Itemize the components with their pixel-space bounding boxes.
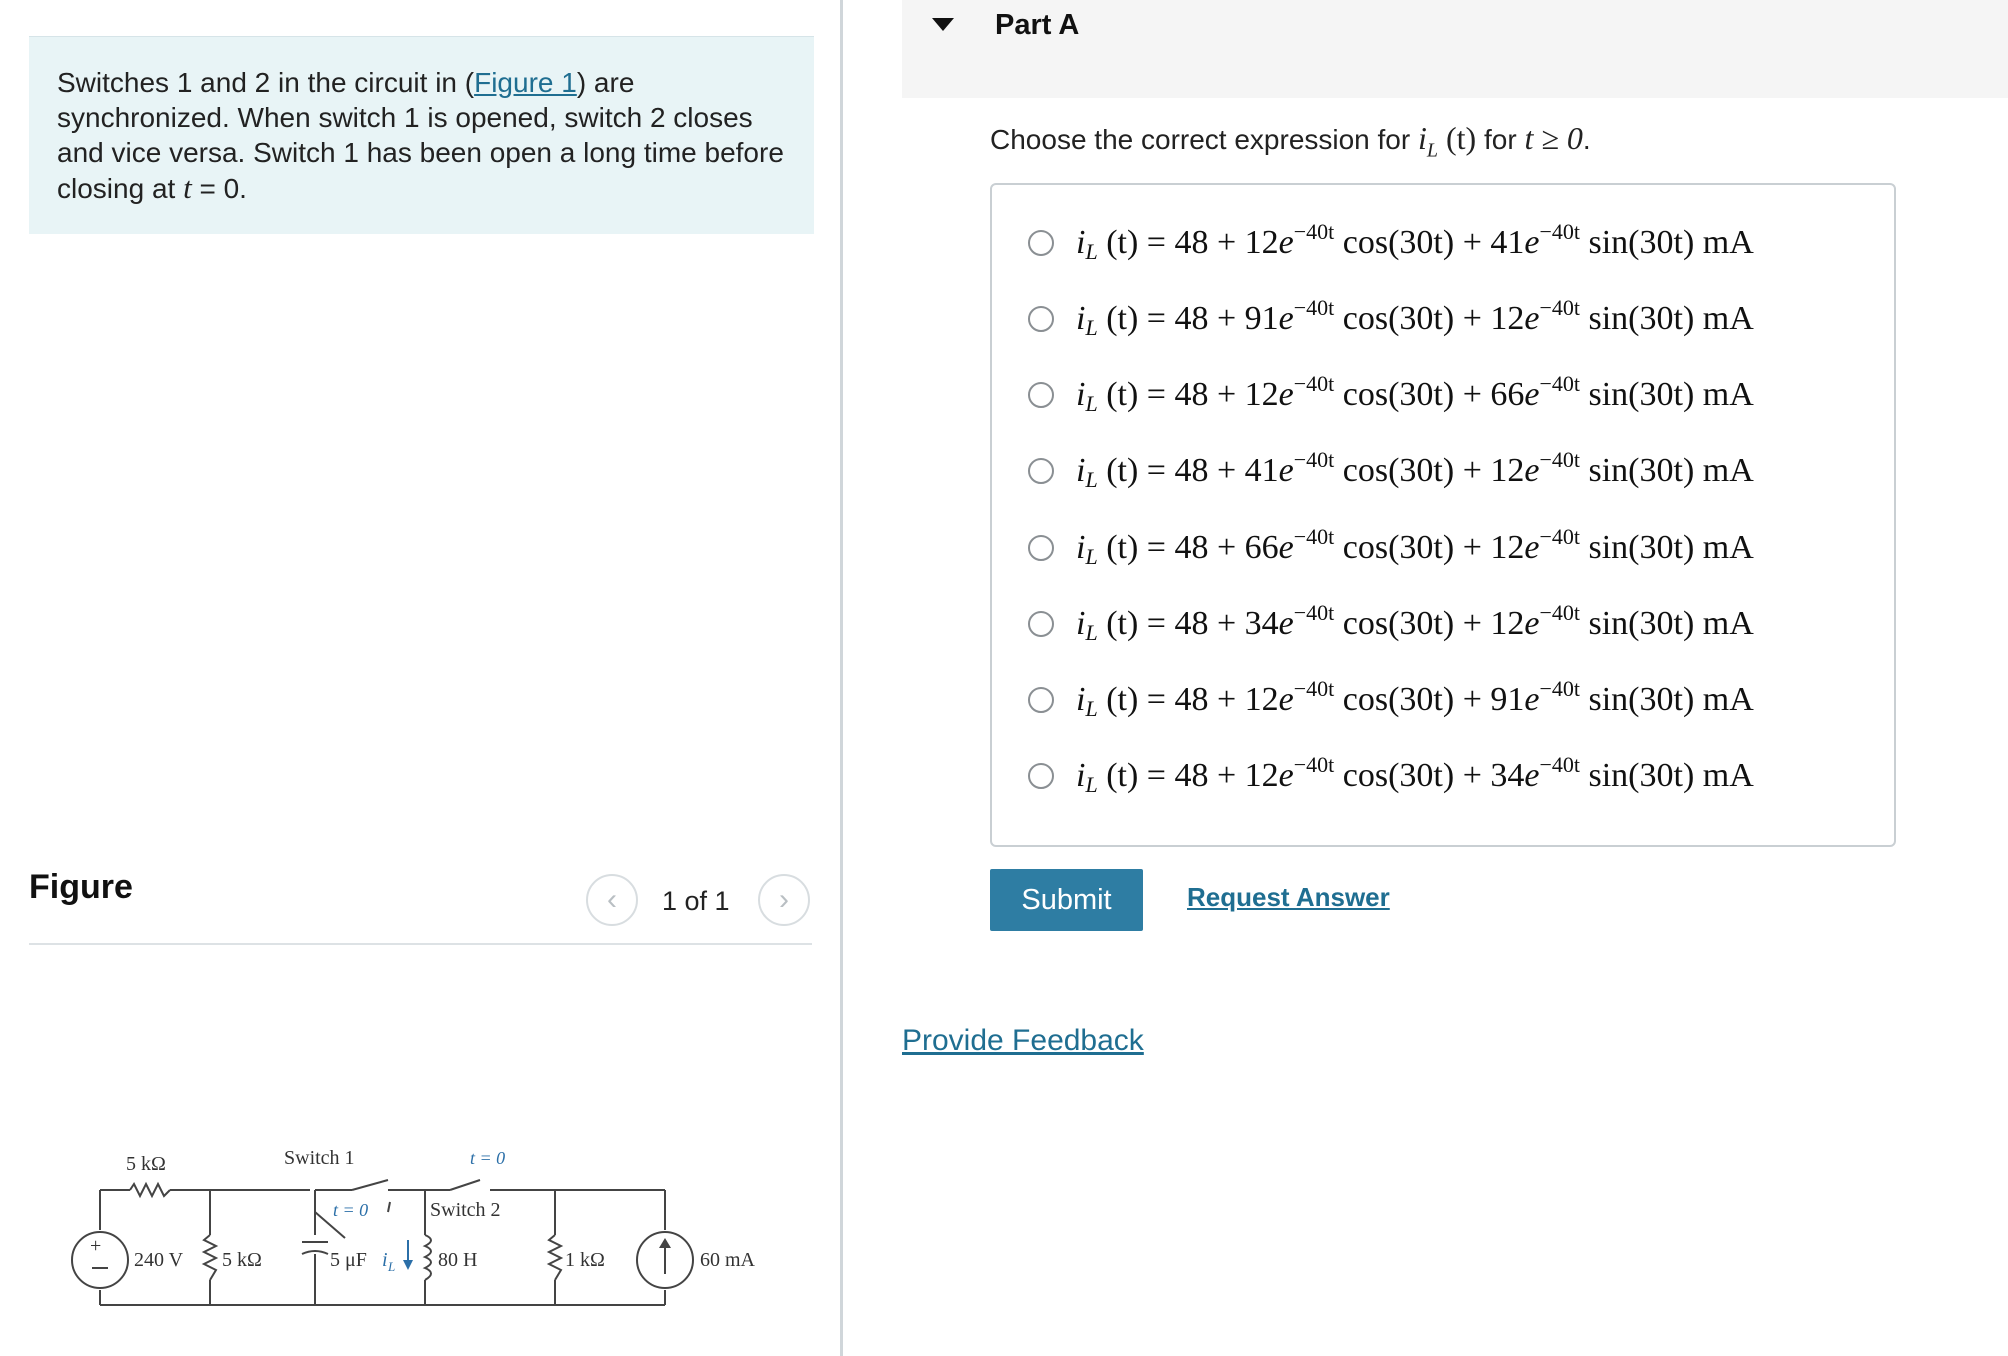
answer-option[interactable] [1028, 594, 1888, 654]
label-inductor: 80 H [438, 1249, 478, 1271]
eq-e: e [1278, 605, 1294, 642]
part-title: Part A [995, 9, 1080, 41]
eq-lhs-sub: L [1085, 467, 1098, 492]
eq-lhs-sub: L [1085, 544, 1098, 569]
eq-lhs: i [1076, 529, 1086, 566]
coef-sin: 12 [1490, 529, 1525, 566]
label-r2: 5 kΩ [222, 1249, 262, 1271]
label-switch2: Switch 2 [430, 1199, 501, 1221]
label-current-source: 60 mA [700, 1249, 755, 1271]
resistor-right [549, 1235, 561, 1280]
radio-button[interactable] [1028, 535, 1054, 561]
eq-exp: −40t [1293, 219, 1335, 244]
time-value: = 0. [191, 173, 247, 204]
option-equation [1076, 600, 1754, 645]
eq-e: e [1278, 376, 1294, 413]
problem-text-start: Switches 1 and 2 in the circuit in ( [57, 67, 475, 98]
eq-exp: −40t [1539, 295, 1580, 320]
label-current: i [382, 1249, 388, 1271]
submit-button[interactable]: Submit [990, 869, 1143, 931]
coef-sin: 41 [1490, 224, 1525, 261]
provide-feedback-link[interactable]: Provide Feedback [902, 1024, 1144, 1057]
radio-button[interactable] [1028, 611, 1054, 637]
label-capacitor: 5 μF [330, 1249, 367, 1271]
eq-exp: −40t [1293, 752, 1335, 777]
prompt-end: . [1582, 124, 1591, 155]
answer-option[interactable] [1028, 289, 1888, 349]
coef-cos: 41 [1244, 452, 1279, 489]
eq-exp: −40t [1539, 447, 1580, 472]
eq-sin: sin(30t) mA [1580, 300, 1754, 337]
time-variable: t [183, 170, 192, 205]
eq-arg: (t) = 48 + [1097, 605, 1245, 642]
eq-e: e [1278, 757, 1294, 794]
eq-cos: cos(30t) + [1334, 224, 1491, 261]
eq-exp: −40t [1293, 295, 1335, 320]
eq-exp: −40t [1293, 447, 1335, 472]
eq-lhs: i [1076, 605, 1086, 642]
eq-cos: cos(30t) + [1334, 757, 1491, 794]
eq-exp: −40t [1539, 219, 1580, 244]
resistor-top [130, 1184, 170, 1196]
option-equation [1076, 371, 1754, 416]
chevron-right-icon: › [779, 883, 789, 916]
option-equation [1076, 295, 1754, 340]
radio-button[interactable] [1028, 306, 1054, 332]
next-figure-button[interactable] [758, 874, 810, 926]
eq-cos: cos(30t) + [1334, 376, 1491, 413]
label-r3: 1 kΩ [565, 1249, 605, 1271]
figure-counter: 1 of 1 [662, 886, 730, 916]
option-equation [1076, 752, 1754, 797]
radio-button[interactable] [1028, 230, 1054, 256]
eq-sin: sin(30t) mA [1580, 452, 1754, 489]
eq-arg: (t) = 48 + [1097, 529, 1245, 566]
eq-exp: −40t [1293, 524, 1335, 549]
eq-sin: sin(30t) mA [1580, 605, 1754, 642]
eq-e: e [1278, 452, 1294, 489]
eq-e: e [1524, 529, 1540, 566]
problem-text-end: ) are synchronized. When switch 1 is opened, switch 2 closes and vice versa. Switch 1 has been open a long time before closing at [57, 67, 784, 204]
coef-cos: 12 [1244, 224, 1279, 261]
eq-arg: (t) = 48 + [1097, 757, 1245, 794]
eq-arg: (t) = 48 + [1097, 376, 1245, 413]
problem-statement [29, 36, 814, 234]
arrow-down-icon [403, 1260, 413, 1270]
left-panel [0, 0, 840, 1356]
circuit-wires [100, 1180, 665, 1305]
radio-button[interactable] [1028, 458, 1054, 484]
prompt-text: Choose the correct expression for [990, 124, 1418, 155]
coef-sin: 91 [1490, 681, 1525, 718]
eq-lhs: i [1076, 376, 1086, 413]
figure-divider [29, 943, 812, 945]
coef-cos: 12 [1244, 681, 1279, 718]
label-t0-mid: t = 0 [333, 1200, 369, 1220]
eq-arg: (t) = 48 + [1097, 681, 1245, 718]
eq-lhs: i [1076, 224, 1086, 261]
eq-arg: (t) = 48 + [1097, 224, 1245, 261]
option-equation [1076, 447, 1754, 492]
eq-e: e [1278, 300, 1294, 337]
prompt-condition: t ≥ 0 [1524, 120, 1583, 156]
prompt-var: i [1417, 120, 1427, 156]
label-t0-top: t = 0 [470, 1148, 506, 1168]
coef-sin: 12 [1490, 300, 1525, 337]
prompt-sub: L [1426, 139, 1438, 162]
radio-button[interactable] [1028, 382, 1054, 408]
answer-option[interactable] [1028, 213, 1888, 273]
coef-cos: 34 [1244, 605, 1279, 642]
eq-sin: sin(30t) mA [1580, 681, 1754, 718]
part-header[interactable] [902, 0, 2008, 98]
answer-option[interactable] [1028, 441, 1888, 501]
coef-sin: 12 [1490, 605, 1525, 642]
eq-sin: sin(30t) mA [1580, 757, 1754, 794]
answer-option[interactable] [1028, 518, 1888, 578]
eq-exp: −40t [1539, 600, 1580, 625]
eq-exp: −40t [1293, 600, 1335, 625]
plus-sign: + [90, 1235, 102, 1257]
prompt-mid: for [1476, 124, 1525, 155]
eq-cos: cos(30t) + [1334, 529, 1491, 566]
eq-e: e [1524, 376, 1540, 413]
circuit-diagram [70, 1140, 790, 1340]
eq-e: e [1278, 529, 1294, 566]
eq-lhs: i [1076, 300, 1086, 337]
eq-e: e [1524, 681, 1540, 718]
chevron-left-icon: ‹ [607, 883, 617, 916]
inductor [425, 1235, 431, 1280]
capacitor-plate-bottom [302, 1251, 328, 1254]
prev-figure-button[interactable] [586, 874, 638, 926]
eq-lhs: i [1076, 452, 1086, 489]
radio-button[interactable] [1028, 763, 1054, 789]
eq-e: e [1278, 224, 1294, 261]
coef-cos: 91 [1244, 300, 1279, 337]
eq-exp: −40t [1293, 371, 1335, 396]
answer-option[interactable] [1028, 670, 1888, 730]
coef-cos: 12 [1244, 757, 1279, 794]
option-equation [1076, 676, 1754, 721]
eq-cos: cos(30t) + [1334, 605, 1491, 642]
coef-cos: 66 [1244, 529, 1279, 566]
eq-exp: −40t [1539, 524, 1580, 549]
label-r1: 5 kΩ [126, 1153, 166, 1175]
eq-cos: cos(30t) + [1334, 681, 1491, 718]
resistor-middle [204, 1235, 216, 1280]
caret-down-icon [932, 18, 954, 31]
eq-lhs-sub: L [1085, 239, 1098, 264]
eq-arg: (t) = 48 + [1097, 452, 1245, 489]
eq-lhs-sub: L [1085, 696, 1098, 721]
figure-link[interactable]: Figure 1 [474, 67, 577, 98]
option-equation [1076, 524, 1754, 569]
prompt-arg: (t) [1438, 120, 1477, 156]
eq-lhs-sub: L [1085, 391, 1098, 416]
eq-e: e [1278, 681, 1294, 718]
eq-cos: cos(30t) + [1334, 300, 1491, 337]
eq-sin: sin(30t) mA [1580, 529, 1754, 566]
answer-options [990, 183, 1896, 847]
answer-option[interactable] [1028, 365, 1888, 425]
coef-cos: 12 [1244, 376, 1279, 413]
eq-lhs: i [1076, 681, 1086, 718]
eq-sin: sin(30t) mA [1580, 224, 1754, 261]
eq-sin: sin(30t) mA [1580, 376, 1754, 413]
eq-cos: cos(30t) + [1334, 452, 1491, 489]
eq-exp: −40t [1539, 371, 1580, 396]
eq-e: e [1524, 757, 1540, 794]
eq-exp: −40t [1293, 676, 1335, 701]
question-prompt [990, 120, 1591, 162]
panel-divider[interactable] [840, 0, 843, 1356]
eq-lhs-sub: L [1085, 315, 1098, 340]
coef-sin: 66 [1490, 376, 1525, 413]
eq-lhs-sub: L [1085, 772, 1098, 797]
eq-arg: (t) = 48 + [1097, 300, 1245, 337]
eq-e: e [1524, 452, 1540, 489]
radio-button[interactable] [1028, 687, 1054, 713]
answer-option[interactable] [1028, 746, 1888, 806]
eq-exp: −40t [1539, 752, 1580, 777]
label-switch1: Switch 1 [284, 1147, 355, 1169]
prompt-expression [1417, 120, 1477, 162]
eq-e: e [1524, 605, 1540, 642]
request-answer-link[interactable]: Request Answer [1187, 882, 1390, 912]
label-current-sub: L [388, 1259, 396, 1274]
eq-exp: −40t [1539, 676, 1580, 701]
label-voltage: 240 V [134, 1249, 184, 1271]
eq-e: e [1524, 300, 1540, 337]
coef-sin: 12 [1490, 452, 1525, 489]
eq-lhs: i [1076, 757, 1086, 794]
eq-e: e [1524, 224, 1540, 261]
coef-sin: 34 [1490, 757, 1525, 794]
eq-lhs-sub: L [1085, 620, 1098, 645]
option-equation [1076, 219, 1754, 264]
figure-title: Figure [29, 868, 133, 906]
